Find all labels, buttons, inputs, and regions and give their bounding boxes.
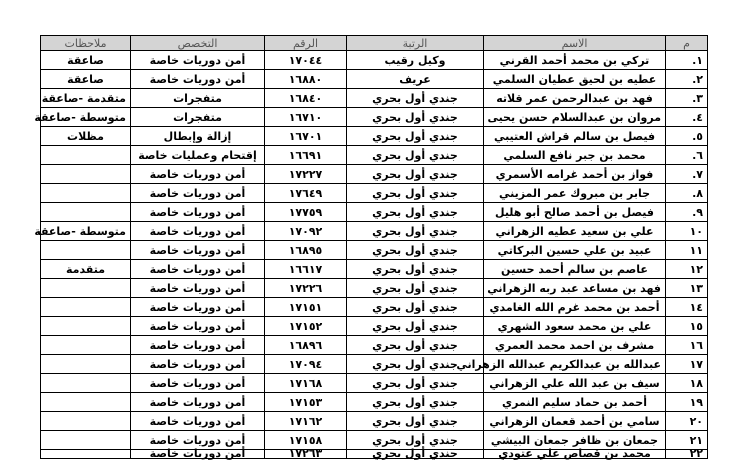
name-cell: علي بن محمد سعود الشهري [484,317,666,336]
name-cell: محمد بن جبر نافع السلمي [484,146,666,165]
specialty-cell: أمن دوريات خاصة [131,355,265,374]
table-row [41,450,708,459]
specialty-cell: أمن دوريات خاصة [131,241,265,260]
row-number: ١٢ [666,260,708,279]
row-number: ١. [666,51,708,70]
specialty-cell: متفجرات [131,89,265,108]
rank-cell: جندي أول بحري [347,450,484,459]
table-row [41,146,708,165]
specialty-cell: أمن دوريات خاصة [131,298,265,317]
notes-cell [41,450,131,459]
row-number: ٢. [666,70,708,89]
row-number: ٤. [666,108,708,127]
table-row [41,222,708,241]
rank-cell: جندي أول بحري [347,241,484,260]
header-num: م [666,36,708,51]
rank-cell: جندي أول بحري [347,374,484,393]
row-number: ١٥ [666,317,708,336]
name-cell: عاصم بن سالم أحمد حسين [484,260,666,279]
id-number-cell: ١٦٨٩٥ [265,241,347,260]
row-number: ٦. [666,146,708,165]
name-cell: فواز بن أحمد غرامه الأسمري [484,165,666,184]
table-row [41,279,708,298]
row-number: ١٤ [666,298,708,317]
specialty-cell: أمن دوريات خاصة [131,70,265,89]
specialty-cell: متفجرات [131,108,265,127]
row-number: ١٠ [666,222,708,241]
id-number-cell: ١٦٦٩١ [265,146,347,165]
rank-cell: جندي أول بحري [347,393,484,412]
id-number-cell: ١٧٢٢٧ [265,165,347,184]
notes-cell: متقدمة -صاعقة [41,89,131,108]
name-cell: عبيد بن علي حسين البركاتي [484,241,666,260]
id-number-cell: ١٦٨٨٠ [265,70,347,89]
row-number: ٧. [666,165,708,184]
notes-cell: متوسطة -صاعقة [41,108,131,127]
row-number: ١٦ [666,336,708,355]
notes-cell: صاعقة [41,51,131,70]
name-cell: جابر بن مبروك عمر المزيني [484,184,666,203]
notes-cell [41,412,131,431]
table-header-row [41,36,708,51]
rank-cell: جندي أول بحري [347,203,484,222]
rank-cell: جندي أول بحري [347,298,484,317]
rank-cell: وكيل رقيب [347,51,484,70]
name-cell: عبدالله بن عبدالكريم عبدالله الزهراني [484,355,666,374]
name-cell: سامي بن أحمد قعمان الزهراني [484,412,666,431]
table-row [41,184,708,203]
id-number-cell: ١٧٧٥٩ [265,203,347,222]
rank-cell: جندي أول بحري [347,165,484,184]
id-number-cell: ١٧١٥٣ [265,393,347,412]
row-number: ١١ [666,241,708,260]
notes-cell: صاعقة [41,70,131,89]
name-cell: فيصل بن أحمد صالح أبو هليل [484,203,666,222]
notes-cell [41,241,131,260]
table-row [41,89,708,108]
notes-cell: متوسطة -صاعقة [41,222,131,241]
id-number-cell: ١٧٠٩٢ [265,222,347,241]
name-cell: فهد بن مساعد عبد ربه الزهراني [484,279,666,298]
name-cell: مروان بن عبدالسلام حسن يحيى [484,108,666,127]
row-number: ٣. [666,89,708,108]
rank-cell: جندي أول بحري [347,412,484,431]
row-number: ٩. [666,203,708,222]
notes-cell [41,374,131,393]
row-number: ٥. [666,127,708,146]
specialty-cell: أمن دوريات خاصة [131,222,265,241]
table-body [34,51,708,460]
id-number-cell: ١٦٧١٠ [265,108,347,127]
rank-cell: جندي أول بحري [347,89,484,108]
rank-cell: جندي أول بحري [347,431,484,450]
specialty-cell: أمن دوريات خاصة [131,374,265,393]
specialty-cell: أمن دوريات خاصة [131,393,265,412]
table-row [41,108,708,127]
table-row [41,260,708,279]
specialty-cell: إقتحام وعمليات خاصة [131,146,265,165]
row-number: ١٧ [666,355,708,374]
row-number: ١٨ [666,374,708,393]
notes-cell [41,203,131,222]
id-number-cell: ١٧٢٢٦ [265,279,347,298]
rank-cell: جندي أول بحري [347,279,484,298]
personnel-table [34,35,708,460]
id-number-cell: ١٧١٥٨ [265,431,347,450]
header-specialty: التخصص [131,36,265,51]
notes-cell [41,431,131,450]
notes-cell [41,279,131,298]
rank-cell: جندي أول بحري [347,146,484,165]
notes-cell [41,336,131,355]
specialty-cell: أمن دوريات خاصة [131,51,265,70]
specialty-cell: أمن دوريات خاصة [131,450,265,459]
id-number-cell: ١٧١٦٨ [265,374,347,393]
notes-cell: متقدمة [41,260,131,279]
notes-cell [41,298,131,317]
table-row [41,317,708,336]
name-cell: عطيه بن لحيق عطيان السلمي [484,70,666,89]
notes-cell [41,165,131,184]
table-row [41,127,708,146]
rank-cell: جندي أول بحري [347,355,484,374]
name-cell: محمد بن قصاص علي عتودي [484,450,666,459]
row-number: ٢٠ [666,412,708,431]
id-number-cell: ١٧٠٩٤ [265,355,347,374]
row-number: ٨. [666,184,708,203]
id-number-cell: ١٧١٥٢ [265,317,347,336]
id-number-cell: ١٧٦٤٩ [265,184,347,203]
id-number-cell: ١٦٨٤٠ [265,89,347,108]
name-cell: مشرف بن احمد محمد العمري [484,336,666,355]
name-cell: فيصل بن سالم قراش العتيبي [484,127,666,146]
table-row [41,355,708,374]
notes-cell [41,393,131,412]
specialty-cell: أمن دوريات خاصة [131,203,265,222]
notes-cell [41,146,131,165]
header-rank: الرتبة [347,36,484,51]
rank-cell: جندي أول بحري [347,336,484,355]
row-number: ٢٢ [666,450,708,459]
specialty-cell: أمن دوريات خاصة [131,184,265,203]
id-number-cell: ١٧١٦٢ [265,412,347,431]
specialty-cell: أمن دوريات خاصة [131,336,265,355]
table-row [41,336,708,355]
header-name: الاسم [484,36,666,51]
notes-cell [41,184,131,203]
table-row [41,165,708,184]
notes-cell [41,355,131,374]
id-number-cell: ١٧١٥١ [265,298,347,317]
name-cell: أحمد بن محمد غرم الله الغامدي [484,298,666,317]
id-number-cell: ١٦٨٩٦ [265,336,347,355]
id-number-cell: ١٦٦١٧ [265,260,347,279]
rank-cell: جندي أول بحري [347,317,484,336]
id-number-cell: ١٦٧٠١ [265,127,347,146]
specialty-cell: أمن دوريات خاصة [131,317,265,336]
header-id: الرقم [265,36,347,51]
id-number-cell: ١٧٠٤٤ [265,51,347,70]
rank-cell: جندي أول بحري [347,260,484,279]
rank-cell: جندي أول بحري [347,222,484,241]
specialty-cell: أمن دوريات خاصة [131,165,265,184]
id-number-cell: ١٧٢٦٣ [265,450,347,459]
row-number: ١٩ [666,393,708,412]
table-row [41,241,708,260]
name-cell: أحمد بن حماد سليم النمري [484,393,666,412]
table-row [41,393,708,412]
table-row [41,51,708,70]
specialty-cell: أمن دوريات خاصة [131,279,265,298]
row-number: ٢١ [666,431,708,450]
name-cell: تركي بن محمد أحمد القرني [484,51,666,70]
rank-cell: جندي أول بحري [347,108,484,127]
name-cell: سيف بن عبد الله علي الزهراني [484,374,666,393]
header-notes: ملاحظات [41,36,131,51]
rank-cell: جندي أول بحري [347,127,484,146]
name-cell: فهد بن عبدالرحمن عمر قلاته [484,89,666,108]
name-cell: علي بن سعيد عطيه الزهراني [484,222,666,241]
specialty-cell: أمن دوريات خاصة [131,260,265,279]
specialty-cell: إزالة وإبطال [131,127,265,146]
table-row [41,203,708,222]
table-row [41,374,708,393]
notes-cell [41,317,131,336]
table-row [41,412,708,431]
table-row [41,70,708,89]
notes-cell: مظلات [41,127,131,146]
table-row [41,298,708,317]
row-number: ١٣ [666,279,708,298]
rank-cell: عريف [347,70,484,89]
name-cell: جمعان بن ظافر جمعان البيشي [484,431,666,450]
rank-cell: جندي أول بحري [347,184,484,203]
specialty-cell: أمن دوريات خاصة [131,412,265,431]
specialty-cell: أمن دوريات خاصة [131,431,265,450]
